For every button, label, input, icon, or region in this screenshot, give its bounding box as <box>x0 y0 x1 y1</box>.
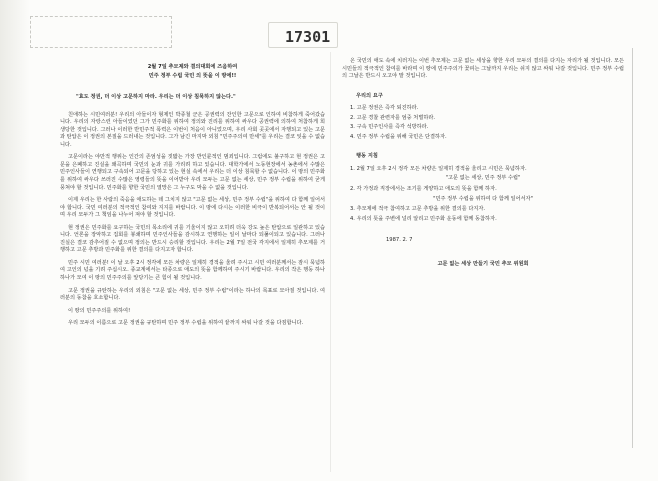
stamp-box <box>30 16 172 48</box>
title-line-2: 민주 정부 수립 국민 의 뜻을 이 땅에!! <box>148 72 237 79</box>
slogan: "고문 없는 세상, 민주 정부 수립" <box>445 175 521 182</box>
list-item: 2. 고문 경찰 관련자를 엄중 처벌하라. <box>350 114 435 121</box>
subtitle: "효도 정권, 더 이상 고문하지 마라. 우리는 더 이상 침묵하지 않는다." <box>76 94 236 101</box>
left-column <box>60 50 325 333</box>
document-number: 17301 <box>285 28 331 46</box>
list-item: 1. 고문 정권은 즉각 퇴진하라. <box>350 105 419 112</box>
paragraph: 친애하는 시민여러분! 우리의 아들이자 형제인 박종철 군은 공권력의 잔인한 고문으로 인하여 비참하게 죽어갔습니다. 우리의 자랑스런 아들이었던 그가 민주화를 위하여 정의와 진리를 위하여 싸우다 공권력에 의하여 처참하게 희생당한 것입니다. 그러나 이러한 반민주적 폭력은 이번이 처음이 아니었으며, 우리 사회 곳곳에서 자행되고 있는 고문과 탄압은 이 정권의 본질을 드러내는 것입니다. 그가 남긴 마지막 외침 "민주주의여 만세"를 우리는 결코 잊을 수 없습니다. <box>60 111 325 148</box>
slogan: "민주 정부 수립을 위하여 다 함께 일어서자" <box>433 195 533 202</box>
guidelines-heading: 행동 지침 <box>356 153 378 160</box>
list-item: 4. 우리의 뜻을 주변에 널리 알리고 민주화 운동에 함께 동참하자. <box>350 215 497 222</box>
list-item: 1. 2월 7일 오후 2시 정각 모든 차량은 일제히 경적을 울리고 시민은 묵념하자. <box>350 165 527 172</box>
fold-line <box>330 52 331 472</box>
list-item: 4. 민주 정부 수립을 위해 국민은 단결하자. <box>350 133 447 140</box>
paragraph: 이제 우리는 한 사람의 죽음을 애도하는 데 그치지 않고 "고문 없는 세상, 민주 정부 수립"을 위하여 다 함께 일어서야 합니다. 국민 여러분의 적극적인 참여와 지지를 바랍니다. 이 땅에 다시는 이러한 비극이 반복되어서는 안 될 것이며 우리 모두가 그 책임을 나누어 져야 할 것입니다. <box>60 197 325 219</box>
right-column <box>342 58 624 268</box>
document-date: 1987. 2. 7 <box>386 237 413 244</box>
paragraph: 이 땅의 민주주의를 위하여! <box>68 307 131 314</box>
list-item: 3. 추모제에 적극 참여하고 고문 추방을 위한 결의를 다지자. <box>350 206 486 213</box>
list-item: 3. 구속 민주인사를 즉각 석방하라. <box>350 124 429 131</box>
paragraph: 우리 모두의 이름으로 고문 정권을 규탄하며 민주 정부 수립을 위하여 끝까지 싸워 나갈 것을 다짐합니다. <box>68 320 304 327</box>
intro-paragraph: 온 국민의 애도 속에 치러지는 이번 추모제는 고문 없는 세상을 향한 우리 모두의 결의를 다지는 자리가 될 것입니다. 모든 시민들의 적극적인 참여를 바라며 이 땅에 민주주의가 꽃피는 그날까지 우리는 쉬지 않고 싸워 나갈 것입니다. 민주 정부 수립의 그날은 반드시 오고야 말 것입니다. <box>342 58 624 80</box>
paragraph: 민주 시민 여러분! 이 날 오후 2시 정각에 모든 차량은 일제히 경적을 울려 주시고 시민 여러분께서는 잠시 묵념하여 고인의 넋을 기려 주십시오. 종교계에서는 타종으로 애도의 뜻을 함께하여 주시기 바랍니다. 우리의 작은 행동 하나하나가 모여 이 땅의 민주주의를 앞당기는 큰 힘이 될 것입니다. <box>60 259 325 282</box>
list-item: 2. 각 가정과 직장에서는 조기를 게양하고 애도의 뜻을 함께 하자. <box>350 186 497 193</box>
signer: 고문 없는 세상 만들기 국민 추모 위원회 <box>437 260 529 267</box>
page-edge-line <box>632 48 633 448</box>
paragraph: 현 정권은 민주화를 요구하는 국민의 목소리에 귀를 기울이지 않고 오히려 더욱 강도 높은 탄압으로 일관하고 있습니다. 언론을 장악하고 집회를 봉쇄하며 민주인사들을 감시하고 연행하는 일이 날마다 되풀이되고 있습니다. 그러나 진실은 결코 감추어질 수 없으며 정의는 반드시 승리할 것입니다. 우리는 2월 7일 전국 각지에서 일제히 추모제를 거행하고 고문 추방과 민주화를 위한 결의를 다지고자 합니다. <box>60 224 325 254</box>
demands-heading: 우리의 요구 <box>356 92 383 99</box>
title-line-1: 2월 7일 추모제와 결의대회에 즈음하여 <box>147 64 238 70</box>
paragraph: 고문이라는 야만적 행위는 인간의 존엄성을 짓밟는 가장 반인륜적인 범죄입니다. 그럼에도 불구하고 현 정권은 고문을 은폐하고 진실을 왜곡하며 국민의 눈과 귀를 가리려 하고 있습니다. 대학가에서 노동현장에서 농촌에서 수많은 민주인사들이 연행되고 구속되어 고문을 당하고 있는 현실 속에서 우리는 더 이상 침묵할 수 없습니다. 이 땅의 민주화를 위하여 싸우다 쓰러진 수많은 영령들의 뜻을 이어받아 우리 모두는 고문 없는 세상, 민주 정부 수립을 위하여 굳게 뭉쳐야 할 것입니다. 민주화를 향한 국민의 열망은 그 누구도 막을 수 없을 것입니다. <box>60 154 325 191</box>
scan-shadow <box>0 0 30 481</box>
paragraph: 고문 정권을 규탄하는 우리의 외침은 "고문 없는 세상, 민주 정부 수립"이라는 하나의 목표로 모아질 것입니다. 여러분의 동참을 호소합니다. <box>60 287 325 302</box>
